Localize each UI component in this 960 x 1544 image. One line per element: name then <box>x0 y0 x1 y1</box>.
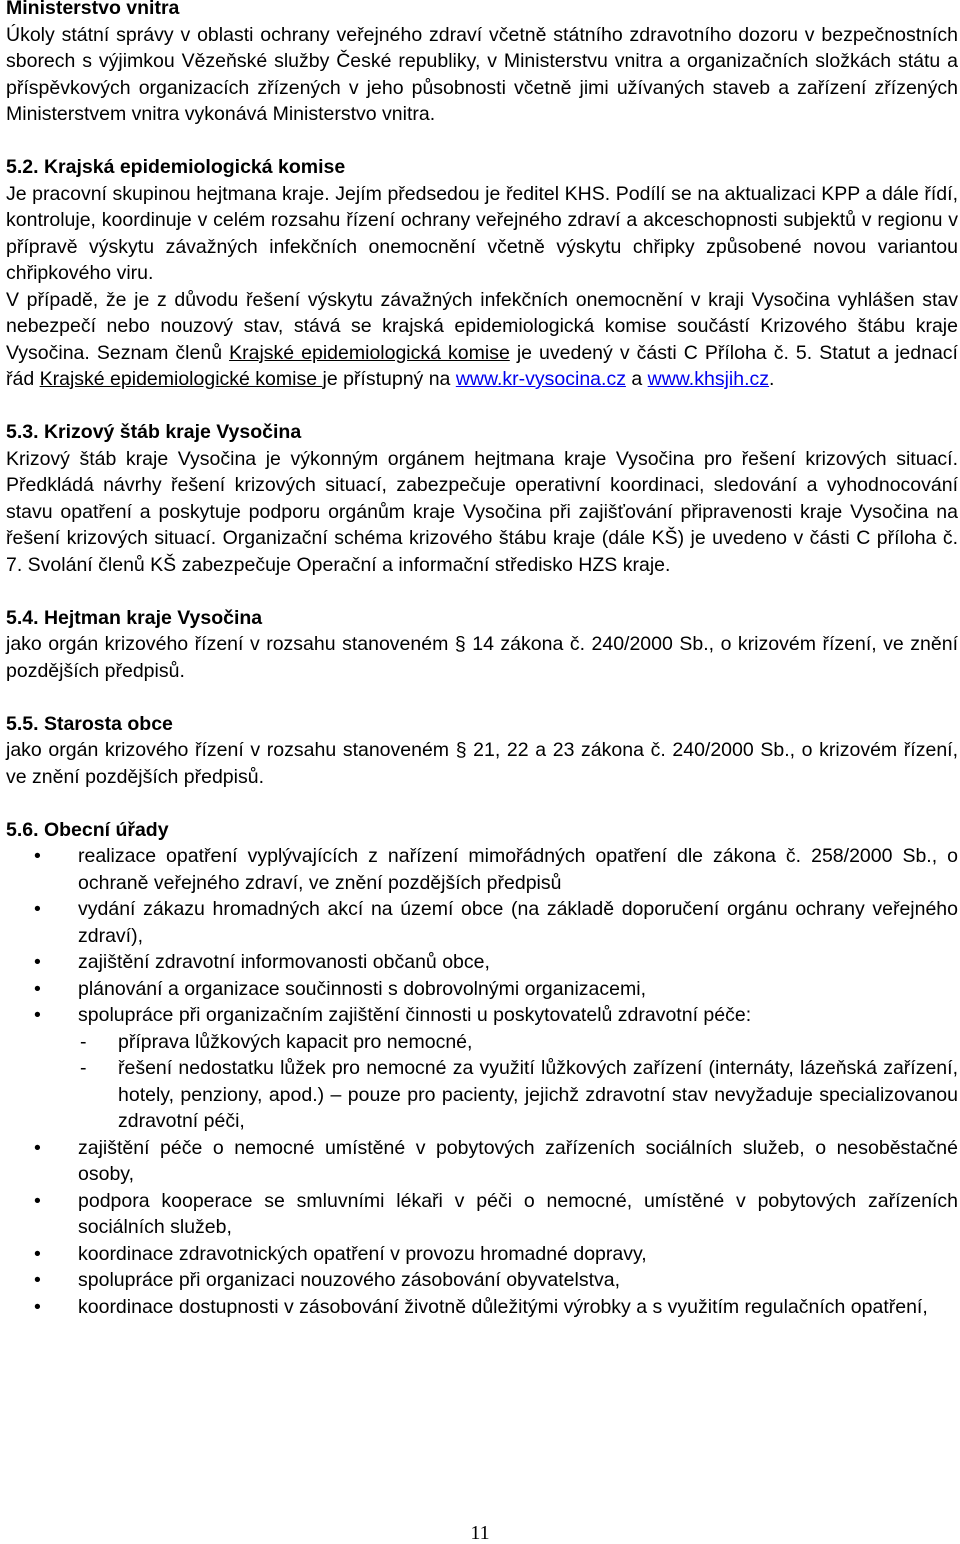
bullet-icon: • <box>34 951 41 973</box>
s52-paragraph-1: Je pracovní skupinou hejtmana kraje. Jejím předsedou je ředitel KHS. Podílí se na aktualizaci KPP a dále řídí, kontroluje, koordinuje v celém rozsahu řízení ochrany veřejného zdraví a akceschopnosti subjektů v regionu v přípravě výskytu závažných infekčních onemocnění včetně výskytu chřipky způsobené novou variantou chřipkového viru. <box>6 182 958 284</box>
commission-members-link[interactable]: Krajské epidemiologická komise <box>229 341 510 364</box>
dash-icon: - <box>80 1057 87 1079</box>
list-item: • spolupráce při organizačním zajištění činnosti u poskytovatelů zdravotní péče: <box>6 1002 958 1029</box>
list-item: • koordinace zdravotnických opatření v provozu hromadné dopravy, <box>6 1241 958 1268</box>
ministry-paragraph: Úkoly státní správy v oblasti ochrany veřejného zdraví včetně státního zdravotního dozoru v bezpečnostních sborech s výjimkou Vězeňské služby České republiky, v Ministerstvu vnitra a organizačních složkách státu a příspěvkových organizacích zřízených v jeho působnosti včetně jimi užívaných staveb a zařízení zřízených Ministerstvem vnitra vykonává Ministerstvo vnitra. <box>6 23 958 125</box>
page-number: 11 <box>470 1522 490 1544</box>
s52-text-a: V případě, že je z důvodu řešení výskytu závažných infekčních onemocnění v kraji Vysočina vyhlášen stav nebezpečí nebo nouzový stav, stává se krajská epidemiologická komise součástí Krizového štábu kraje Vysočina. Seznam členů <box>6 288 958 364</box>
document-page <box>6 0 958 1320</box>
dash-icon: - <box>80 1030 87 1053</box>
s53-paragraph: Krizový štáb kraje Vysočina je výkonným orgánem hejtmana kraje Vysočina pro řešení krizových situací. Předkládá návrhy řešení krizových situací, zabezpečuje operativní koordinaci, sledování a vyhodnocování stavu opatření a poskytuje podporu orgánům kraje Vysočina při zajišťování připravenosti kraje Vysočina na řešení krizových situací. Organizační schéma krizového štábu kraje (dále KŠ) je uvedeno v části C příloha č. 7. Svolání členů KŠ zabezpečuje Operační a informační středisko HZS kraje. <box>6 447 958 576</box>
section-heading-5-5: 5.5. Starosta obce <box>6 712 173 735</box>
s54-paragraph: jako orgán krizového řízení v rozsahu stanoveném § 14 zákona č. 240/2000 Sb., o krizovém řízení, ve znění pozdějších předpisů. <box>6 633 958 682</box>
section-heading-5-2: 5.2. Krajská epidemiologická komise <box>6 156 346 178</box>
bullet-icon: • <box>34 1242 41 1265</box>
section-heading-ministry: Ministerstvo vnitra <box>6 0 180 19</box>
list-item: • spolupráce při organizaci nouzového zásobování obyvatelstva, <box>6 1267 958 1294</box>
bullet-icon: • <box>34 1295 41 1318</box>
bullet-icon: • <box>34 1189 41 1212</box>
list-item: • zajištění zdravotní informovanosti občanů obce, <box>6 949 958 976</box>
khsjih-link[interactable]: www.khsjih.cz <box>647 368 770 390</box>
s52-text-and: a <box>625 368 648 390</box>
s55-paragraph: jako orgán krizového řízení v rozsahu stanoveném § 21, 22 a 23 zákona č. 240/2000 Sb., o krizovém řízení, ve znění pozdějších předpisů. <box>6 739 958 788</box>
section-heading-5-3: 5.3. Krizový štáb kraje Vysočina <box>6 421 302 443</box>
s52-text-c: je přístupný na <box>322 368 456 390</box>
sub-list-item: - řešení nedostatku lůžek pro nemocné za využití lůžkových zařízení (internáty, lázeňská zařízení, hotely, penziony, apod.) – pouze pro pacienty, jejichž zdravotní stav nevyžaduje specializovanou zdravotní péči, <box>80 1057 958 1132</box>
section-heading-5-6: 5.6. Obecní úřady <box>6 818 169 841</box>
municipal-duties-list <box>6 843 958 1029</box>
s52-text-end: . <box>769 368 775 390</box>
list-item: • koordinace dostupnosti v zásobování životně důležitými výrobky a s využitím regulačních opatření, <box>6 1294 958 1321</box>
bullet-icon: • <box>34 1269 41 1291</box>
bullet-icon: • <box>34 1136 41 1159</box>
s52-text-b: je uvedený v části C Příloha č. 5. Statut a jednací řád <box>6 341 958 390</box>
list-item: • zajištění péče o nemocné umístěné v pobytových zařízeních sociálních služeb, o nesoběstačné osoby, <box>34 1136 958 1185</box>
bullet-icon: • <box>34 898 41 920</box>
list-item: • realizace opatření vyplývajících z nařízení mimořádných opatření dle zákona č. 258/2000 Sb., o ochraně veřejného zdraví, ve znění pozdějších předpisů <box>34 845 958 894</box>
s52-paragraph-2 <box>6 287 958 393</box>
list-item: • vydání zákazu hromadných akcí na území obce (na základě doporučení orgánu ochrany veřejného zdraví), <box>34 898 958 947</box>
commission-statute-link[interactable]: Krajské epidemiologické komise <box>39 368 323 390</box>
section-heading-5-4: 5.4. Hejtman kraje Vysočina <box>6 606 263 629</box>
bullet-icon: • <box>34 977 41 1000</box>
municipal-duties-list-continued <box>6 1135 958 1321</box>
kr-vysocina-link[interactable]: www.kr-vysocina.cz <box>455 368 626 390</box>
sub-list-item: - příprava lůžkových kapacit pro nemocné, <box>6 1029 958 1056</box>
bullet-icon: • <box>34 1004 41 1026</box>
bullet-icon: • <box>34 845 41 867</box>
list-item: • podpora kooperace se smluvními lékaři v péči o nemocné, umístěné v pobytových zařízeních sociálních služeb, <box>34 1189 958 1238</box>
list-item: • plánování a organizace součinnosti s dobrovolnými organizacemi, <box>6 976 958 1003</box>
